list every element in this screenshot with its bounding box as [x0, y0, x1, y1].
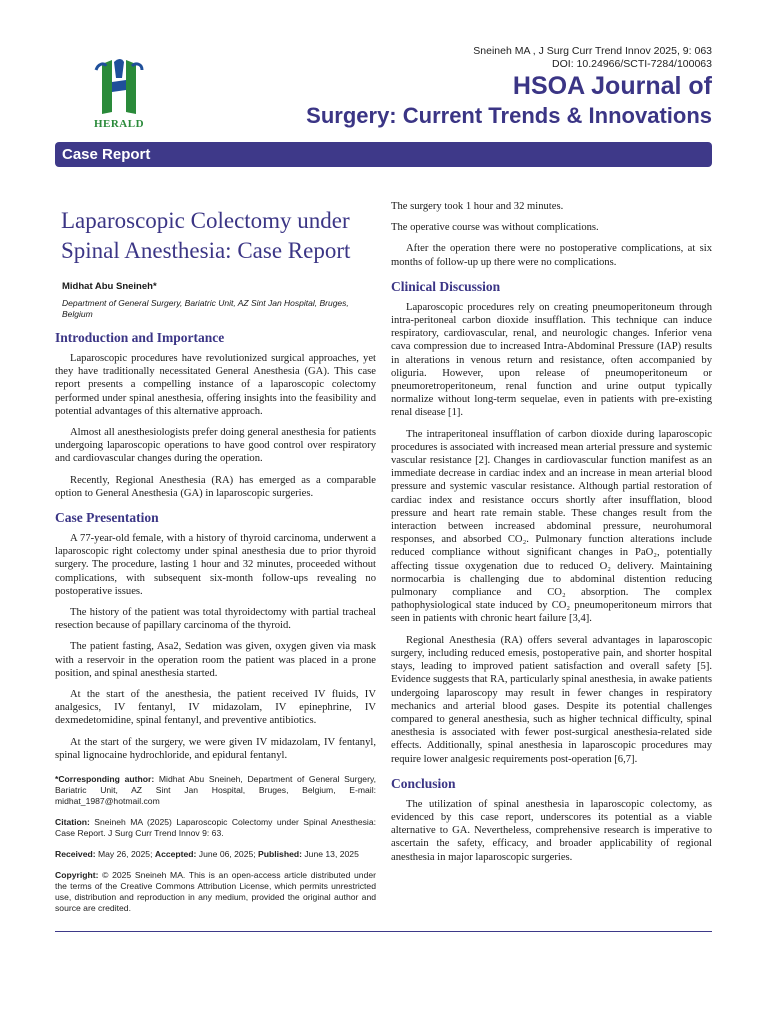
- right-column: [391, 200, 712, 872]
- intro-paragraph-1: Laparoscopic procedures have revolutionized surgical approaches, yet they have traditionally necessitated General Anesthesia (GA). This case report presents a compelling instance of a laparoscopic colectomy performed under spinal anesthesia, offering insights into the feasibility and potential advantages of this alternative approach.: [55, 353, 376, 417]
- citation-note: [55, 817, 376, 839]
- accepted-date: June 06, 2025;: [196, 849, 259, 860]
- case-paragraph-1: A 77-year-old female, with a history of thyroid carcinoma, underwent a laparoscopic right colectomy under spinal anesthesia due to prior thyroid surgery. The procedure, lasting 1 hour and 32 minutes, proceeded without complications, with subsequent six-month follow-ups revealing no postoperative issues.: [55, 533, 376, 597]
- section-heading-conclusion: Conclusion: [391, 775, 456, 791]
- intro-paragraph-3: Recently, Regional Anesthesia (RA) has emerged as a comparable option to General Anesthesia (GA) in laparoscopic surgeries.: [55, 474, 376, 499]
- right-paragraph-3: After the operation there were no postoperative complications, at six months of follow-up up there were no complications.: [391, 243, 712, 268]
- case-paragraph-5: At the start of the surgery, we were given IV midazolam, IV fentanyl, spinal lignocaine hydrochloride, and epidural fentanyl.: [55, 736, 376, 761]
- citation-header: [473, 45, 712, 71]
- doi-line: DOI: 10.24966/SCTI-7284/100063: [552, 58, 712, 70]
- accepted-label: Accepted:: [154, 849, 197, 860]
- section-heading-introduction: Introduction and Importance: [55, 330, 225, 345]
- right-paragraph-2: The operative course was without complications.: [391, 222, 599, 234]
- copyright-label: Copyright:: [55, 870, 99, 881]
- citation-text: Sneineh MA (2025) Laparoscopic Colectomy under Spinal Anesthesia: Case Report. J Surg Curr Trend Innov 9: 63.: [55, 817, 376, 839]
- right-paragraph-1: The surgery took 1 hour and 32 minutes.: [391, 201, 564, 212]
- author-affiliation: Department of General Surgery, Bariatric Unit, AZ Sint Jan Hospital, Bruges, Belgium: [62, 298, 349, 319]
- corresponding-author: [55, 774, 376, 807]
- discussion-paragraph-2: The intraperitoneal insufflation of carbon dioxide during laparoscopic procedures is associated with increased mean arterial pressure and systemic vascular resistance [2]. Changes in cardiovascular function manifest as an immediate decrease in cardiac index and an increase in mean arterial blood pressure and systemic vascular resistance. Although partial restoration of cardiac index and resistance occurs shortly after insufflation, blood pressure and heart rate remain stable. These changes result from the interaction between increased abdominal pressure, neurohumoral responses, and absorbed CO₂. Pulmonary function alterations include reduced compliance without significant changes in PaO₂, potentially affecting tissue oxygenation due to reduced O₂ delivery. Maintaining normocarbia is challenging due to abdominal distention reducing pulmonary compliance and CO₂ absorption. The complex pathophysiological state induced by CO₂ pneumoperitoneum mirrors that seen in patients with chronic heart failure [3,4].: [391, 428, 712, 625]
- section-heading-case: Case Presentation: [55, 510, 159, 526]
- intro-paragraph-2: Almost all anesthesiologists prefer doing general anesthesia for patients undergoing laparoscopic operations to have good control over respiratory and cardiovascular changes during the operation.: [55, 427, 376, 465]
- discussion-paragraph-3: Regional Anesthesia (RA) offers several advantages in laparoscopic surgery, including reduced emesis, postoperative pain, and shorter hospital stays, leading to improved patient satisfaction and overall safety [5]. Evidence suggests that RA, particularly spinal anesthesia, in awake patients undergoing laparoscopy may result in fewer changes in respiratory mechanics and arterial blood gases. Despite its potential challenges compared to general anesthesia, such as higher technical difficulty, spinal anesthesia is associated with fewer post-surgical anesthesia-related side effects. Additionally, spinal anesthesia in laparoscopic procedures may require lower analgesic requirements post-operation [6,7].: [391, 634, 712, 765]
- left-column: [55, 200, 376, 924]
- case-paragraph-4: At the start of the anesthesia, the patient received IV fluids, IV analgesics, IV fentanyl, IV midazolam, IV epinephrine, IV dexmedetomidine, spinal fentanyl, and preventive antibiotics.: [55, 689, 376, 727]
- published-label: Published:: [258, 849, 302, 860]
- corr-text: Midhat Abu Sneineh, Department of General Surgery, Bariatric Unit, AZ Sint Jan Hospital, Bruges, Belgium, E-mail: midhat_1987@hotmail.com: [55, 774, 376, 807]
- dates-line: [55, 849, 376, 860]
- herald-logo: [88, 56, 150, 132]
- journal-title: [306, 71, 712, 131]
- author-name: Midhat Abu Sneineh*: [62, 281, 157, 292]
- citation-label: Citation:: [55, 817, 90, 828]
- logo-text: HERALD: [93, 118, 145, 130]
- copyright-note: [55, 870, 376, 914]
- article-type-banner: Case Report: [55, 142, 712, 167]
- discussion-paragraph-1: Laparoscopic procedures rely on creating pneumoperitoneum through intra-peritoneal carbon dioxide insufflation. This technique can induce respiratory, cardiovascular, renal, and neurologic changes. Inferior vena cava compression due to increased Intra-Abdominal Pressure (IAP) results in alterations in venous return and resistance, often accompanied by oliguria. However, upon release of pneumoperitoneum or pneumoretroperitoneum, renal function and urine output typically normalize without long-term sequelae, even in patients with pre-existing renal disease [1].: [391, 301, 712, 419]
- conclusion-paragraph-1: The utilization of spinal anesthesia in laparoscopic colectomy, as evidenced by this case report, underscores its potential as a viable alternative to GA. Nevertheless, comprehensive research is imperative to ascertain the safety, efficacy, and broader applicability of regional anesthesia in major laparoscopic surgeries.: [391, 798, 712, 863]
- received-date: May 26, 2025;: [95, 849, 155, 860]
- copyright-text: © 2025 Sneineh MA. This is an open-access article distributed under the terms of the Creative Commons Attribution License, which permits unrestricted use, distribution and reproduction in any medium, provided the original author and source are credited.: [55, 870, 376, 914]
- bottom-divider: [55, 931, 712, 932]
- journal-title-line1: HSOA Journal of: [512, 72, 712, 100]
- journal-title-line2: Surgery: Current Trends & Innovations: [306, 103, 712, 128]
- received-label: Received:: [55, 849, 96, 860]
- citation-line: Sneineh MA , J Surg Curr Trend Innov 2025, 9: 063: [473, 45, 712, 57]
- case-paragraph-2: The history of the patient was total thyroidectomy with partial tracheal resection because of papillary carcinoma of the thyroid.: [55, 607, 376, 632]
- case-paragraph-3: The patient fasting, Asa2, Sedation was given, oxygen given via mask with a reservoir in the operation room the patient was placed in a prone position, and spinal anesthesia started.: [55, 641, 376, 679]
- article-title: Laparoscopic Colectomy under Spinal Anesthesia: Case Report: [61, 208, 351, 263]
- published-date: June 13, 2025: [301, 849, 359, 860]
- corr-label: *Corresponding author:: [55, 774, 155, 785]
- section-heading-discussion: Clinical Discussion: [391, 278, 501, 294]
- herald-h-icon: [88, 56, 150, 118]
